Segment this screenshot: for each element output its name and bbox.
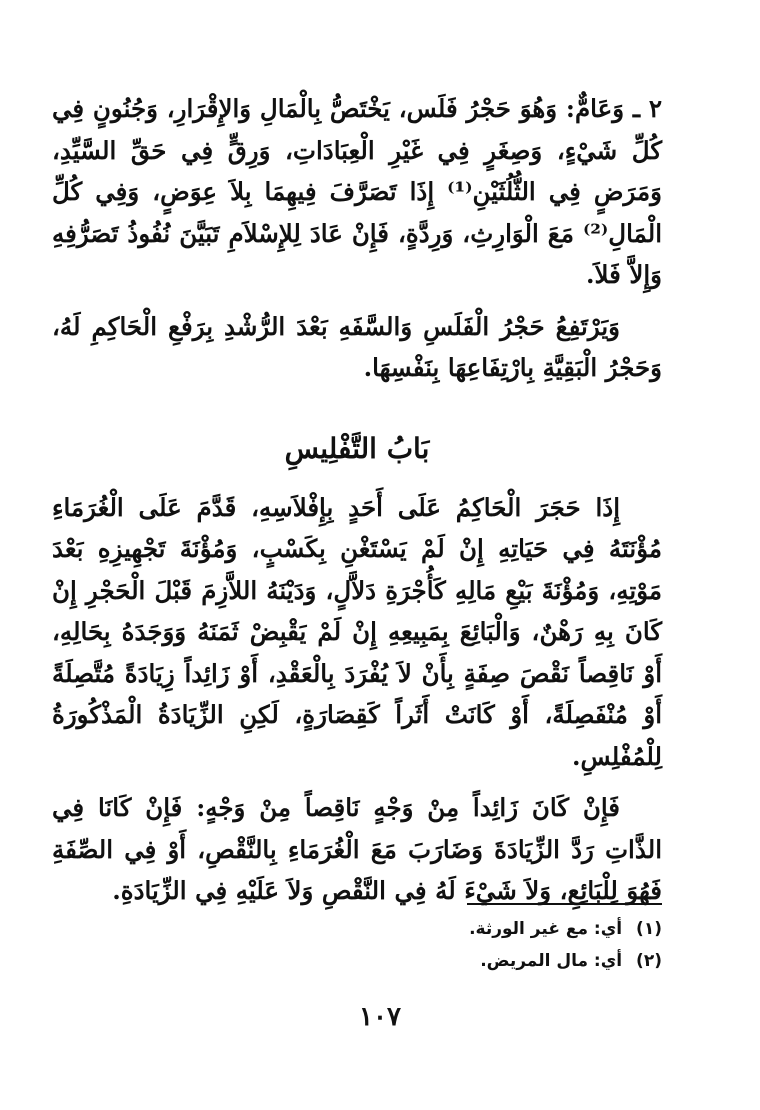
footnote-text: أي: مع غير الورثة. [469,919,623,939]
main-text [52,88,662,912]
paragraph-general-interdiction: ٢ ـ وَعَامٌّ: وَهُوَ حَجْرُ فَلَس، يَخْتَصُّ بِالْمَالِ وَالإِقْرَارِ، وَجُنُونٍ فِي كُلِّ شَيْءٍ، وَصِغَرٍ فِي غَيْرِ الْعِبَادَاتِ، وَرِقٍّ فِي حَقِّ السَّيِّدِ، وَمَرَضٍ فِي الثُّلُثَيْنِ⁽¹⁾ إِذَا تَصَرَّفَ فِيهِمَا بِلاَ عِوَضٍ، وَفِي كُلِّ الْمَالِ⁽²⁾ مَعَ الْوَارِثِ، وَرِدَّةٍ، فَإِنْ عَادَ لِلإِسْلاَمِ تَبَيَّنَ نُفُوذُ تَصَرُّفِهِ وَإِلاَّ فَلاَ. [52,94,662,289]
paragraph-lifting-interdiction: وَيَرْتَفِعُ حَجْرُ الْفَلَسِ وَالسَّفَهِ بَعْدَ الرُّشْدِ بِرَفْعِ الْحَاكِمِ لَهُ، وَحَجْرُ الْبَقِيَّةِ بِارْتِفَاعِهَا بِنَفْسِهَا. [52,311,662,382]
footnote-text: أي: مال المريض. [480,951,623,971]
chapter-heading [52,427,662,471]
chapter-heading-text: بَابُ التَّفْلِيسِ [284,431,430,465]
page-number: ١٠٧ [359,1002,401,1032]
paragraph-increase-decrease: فَإِنْ كَانَ زَائِداً مِنْ وَجْهٍ نَاقِصاً مِنْ وَجْهٍ: فَإِنْ كَانَا فِي الذَّاتِ رَدَّ الزِّيَادَةَ وَضَارَبَ مَعَ الْغُرَمَاءِ بِالنَّقْصِ، أَوْ فِي الصِّفَةِ فَهُوَ لِلْبَائِعِ، وَلاَ شَيْءَ لَهُ فِي النَّقْصِ وَلاَ عَلَيْهِ فِي الزِّيَادَةِ. [52,793,662,905]
footnote-number: (١) [636,919,662,939]
footnote-number: (٢) [636,951,662,971]
paragraph-bankruptcy-rules: إِذَا حَجَرَ الْحَاكِمُ عَلَى أَحَدٍ بِإِفْلاَسِهِ، قَدَّمَ عَلَى الْغُرَمَاءِ مُؤْنَتَهُ فِي حَيَاتِهِ إِنْ لَمْ يَسْتَغْنِ بِكَسْبٍ، وَمُؤْنَةَ تَجْهِيزِهِ بَعْدَ مَوْتِهِ، وَمُؤْنَةَ بَيْعِ مَالِهِ كَأُجْرَةِ دَلاَّلٍ، وَدَيْنَهُ اللاَّزِمَ قَبْلَ الْحَجْرِ إِنْ كَانَ بِهِ رَهْنٌ، وَالْبَائِعَ بِمَبِيعِهِ إِنْ لَمْ يَقْبِضْ ثَمَنَهُ وَوَجَدَهُ بِحَالِهِ، أَوْ نَاقِصاً نَقْصَ صِفَةٍ بِأَنْ لاَ يُفْرَدَ بِالْعَقْدِ، أَوْ زَائِداً زِيَادَةً مُتَّصِلَةً أَوْ مُنْفَصِلَةً، أَوْ كَانَتْ أَثَراً كَقِصَارَةٍ، لَكِنِ الزِّيَادَةُ الْمَذْكُورَةُ لِلْمُفْلِسِ. [52,492,662,771]
footnotes [52,903,662,977]
footnote-item [52,913,662,945]
footnote-divider [467,903,662,905]
footnote-item [52,945,662,977]
